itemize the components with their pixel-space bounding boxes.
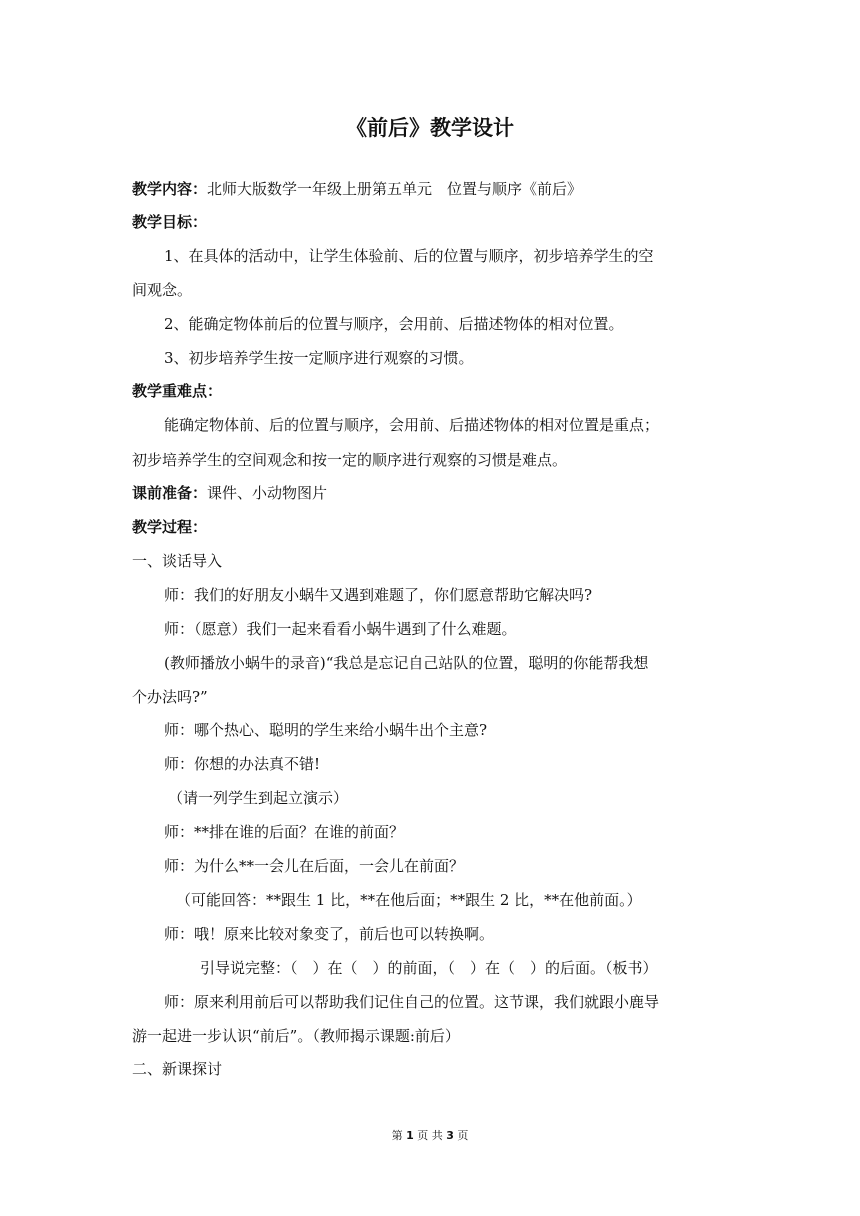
paragraph: （请一列学生到起立演示）: [168, 789, 349, 807]
paragraph-cont: 游一起进一步认识“前后”。（教师揭示课题:前后）: [132, 1027, 460, 1045]
paragraph: 引导说完整：（ ）在（ ）的前面，（ ）在（ ）的后面。（板书）: [200, 959, 658, 977]
section-heading-2: 二、新课探讨: [132, 1060, 223, 1078]
page-number: 1: [406, 1129, 414, 1142]
paragraph: （可能回答：**跟生 1 比，**在他后面；**跟生 2 比，**在他前面。）: [176, 891, 642, 909]
footer-middle: 页 共: [417, 1129, 443, 1142]
goals-label: 教学目标：: [132, 213, 208, 231]
keypoints-text-cont: 初步培养学生的空间观念和按一定的顺序进行观察的习惯是难点。: [132, 451, 568, 469]
keypoints-text: 能确定物体前、后的位置与顺序，会用前、后描述物体的相对位置是重点；: [164, 416, 660, 434]
paragraph: 师：哦！原来比较对象变了，前后也可以转换啊。: [164, 925, 495, 943]
paragraph: 师：（愿意）我们一起来看看小蜗牛遇到了什么难题。: [164, 620, 517, 638]
page-total: 3: [446, 1129, 454, 1142]
goal-item-3: 3、初步培养学生按一定顺序进行观察的习惯。: [164, 349, 474, 367]
preparation-label: 课前准备：: [132, 484, 208, 502]
document-title: 《前后》教学设计: [346, 116, 514, 140]
paragraph: 师：我们的好朋友小蜗牛又遇到难题了，你们愿意帮助它解决吗?: [164, 586, 593, 604]
paragraph: (教师播放小蜗牛的录音)“我总是忘记自己站队的位置，聪明的你能帮我想: [164, 654, 649, 672]
preparation-text: 课件、小动物图片: [207, 484, 328, 502]
paragraph: 师：**排在谁的后面？在谁的前面？: [164, 823, 405, 841]
content-line: [132, 178, 582, 200]
paragraph-cont: 个办法吗?”: [132, 688, 208, 706]
preparation-line: [132, 482, 327, 504]
content-text: 北师大版数学一年级上册第五单元 位置与顺序《前后》: [207, 180, 583, 198]
content-label: 教学内容：: [132, 180, 208, 198]
goal-item-2: 2、能确定物体前后的位置与顺序，会用前、后描述物体的相对位置。: [164, 315, 624, 333]
paragraph: 师：为什么**一会儿在后面，一会儿在前面？: [164, 857, 465, 875]
goal-item-1: 1、在具体的活动中，让学生体验前、后的位置与顺序，初步培养学生的空: [164, 247, 654, 265]
keypoints-label: 教学重难点：: [132, 382, 223, 400]
paragraph: 师：你想的办法真不错!: [164, 755, 321, 773]
footer-prefix: 第: [391, 1129, 403, 1142]
process-label: 教学过程：: [132, 518, 208, 536]
section-heading-1: 一、谈话导入: [132, 552, 223, 570]
paragraph: 师：哪个热心、聪明的学生来给小蜗牛出个主意?: [164, 721, 488, 739]
footer-suffix: 页: [457, 1129, 469, 1142]
goal-item-1-cont: 间观念。: [132, 281, 193, 299]
paragraph: 师：原来利用前后可以帮助我们记住自己的位置。这节课，我们就跟小鹿导: [164, 993, 660, 1011]
page-footer: [0, 1128, 860, 1144]
